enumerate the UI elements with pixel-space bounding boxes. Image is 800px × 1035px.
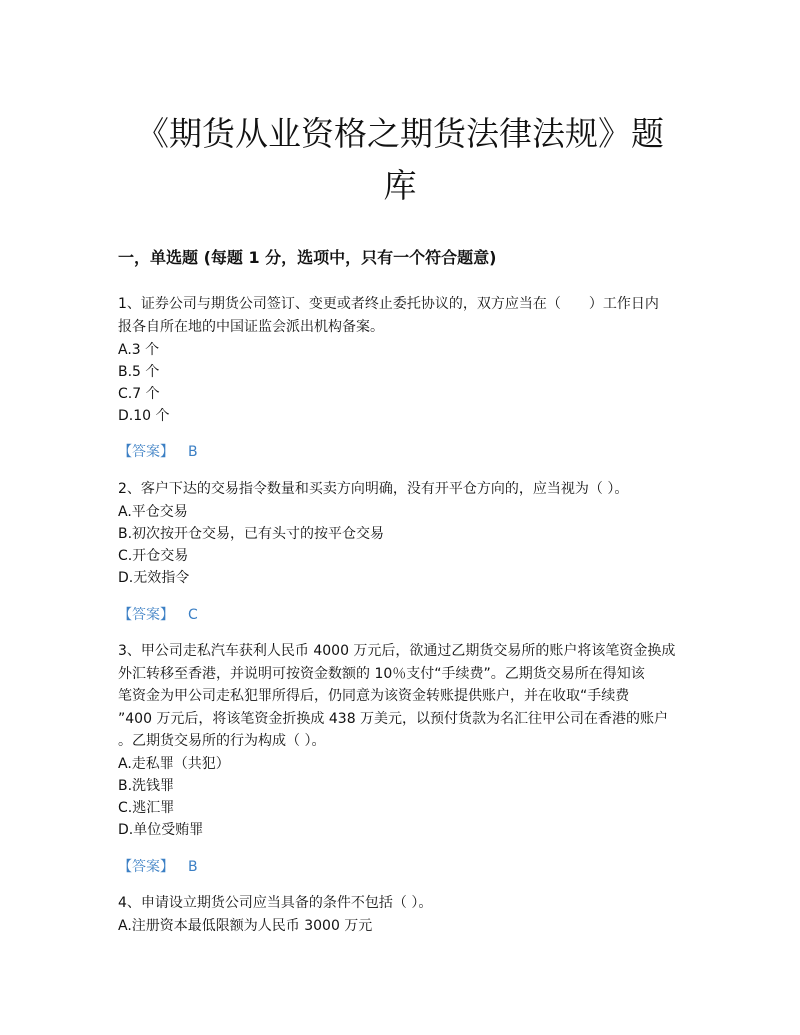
question-2-option-b: B.初次按开仓交易，已有头寸的按平仓交易 bbox=[118, 526, 385, 542]
answer-value: B bbox=[188, 859, 198, 875]
question-3-line-1: 3、甲公司走私汽车获利人民币 4000 万元后，欲通过乙期货交易所的账户将该笔资金换成 bbox=[118, 643, 676, 659]
question-1-text bbox=[118, 293, 688, 338]
question-1-answer bbox=[118, 441, 198, 463]
question-3-text bbox=[118, 640, 688, 753]
answer-label: 【答案】 bbox=[118, 607, 174, 623]
question-1-option-c: C.7 个 bbox=[118, 386, 160, 402]
question-2-option-d: D.无效指令 bbox=[118, 570, 190, 586]
question-1-option-d: D.10 个 bbox=[118, 408, 170, 424]
question-3-option-d: D.单位受贿罪 bbox=[118, 822, 204, 838]
question-3-line-3: 笔资金为甲公司走私犯罪所得后，仍同意为该资金转账提供账户，并在收取“手续费 bbox=[118, 688, 630, 704]
question-2-text bbox=[118, 478, 688, 501]
question-3-option-b: B.洗钱罪 bbox=[118, 778, 175, 794]
question-2-answer bbox=[118, 604, 198, 626]
section-heading: 一，单选题 (每题 1 分，选项中，只有一个符合题意) bbox=[118, 248, 497, 267]
question-1-option-b: B.5 个 bbox=[118, 364, 160, 380]
question-3-line-2: 外汇转移至香港，并说明可按资金数额的 10％支付“手续费”。乙期货交易所在得知该 bbox=[118, 665, 645, 682]
question-3-line-4: ”400 万元后，将该笔资金折换成 438 万美元，以预付货款为名汇往甲公司在香港的账户 bbox=[118, 710, 669, 727]
question-2-line-1: 2、客户下达的交易指令数量和买卖方向明确，没有开平仓方向的，应当视为（ ）。 bbox=[118, 481, 629, 497]
question-1-option-a: A.3 个 bbox=[118, 342, 160, 358]
title-line-1: 《期货从业资格之期货法律法规》题 bbox=[136, 114, 664, 153]
question-3-option-a: A.走私罪（共犯） bbox=[118, 756, 230, 772]
answer-label: 【答案】 bbox=[118, 444, 174, 460]
question-2-option-c: C.开仓交易 bbox=[118, 548, 189, 564]
answer-label: 【答案】 bbox=[118, 859, 174, 875]
question-3-option-c: C.逃汇罪 bbox=[118, 800, 175, 816]
question-1-line-2: 报各自所在地的中国证监会派出机构备案。 bbox=[118, 318, 384, 335]
question-3-line-5: 。乙期货交易所的行为构成（ ）。 bbox=[118, 733, 326, 749]
question-1-line-1: 1、证券公司与期货公司签订、变更或者终止委托协议的，双方应当在（ ）工作日内 bbox=[118, 296, 659, 312]
document-title bbox=[100, 108, 700, 212]
title-line-2: 库 bbox=[383, 166, 417, 205]
question-2-option-a: A.平仓交易 bbox=[118, 504, 188, 520]
answer-value: B bbox=[188, 444, 198, 460]
question-4-option-a: A.注册资本最低限额为人民币 3000 万元 bbox=[118, 918, 373, 934]
answer-value: C bbox=[188, 607, 198, 623]
question-3-answer bbox=[118, 856, 198, 878]
question-4-text bbox=[118, 892, 688, 915]
question-4-line-1: 4、申请设立期货公司应当具备的条件不包括（ ）。 bbox=[118, 895, 433, 911]
